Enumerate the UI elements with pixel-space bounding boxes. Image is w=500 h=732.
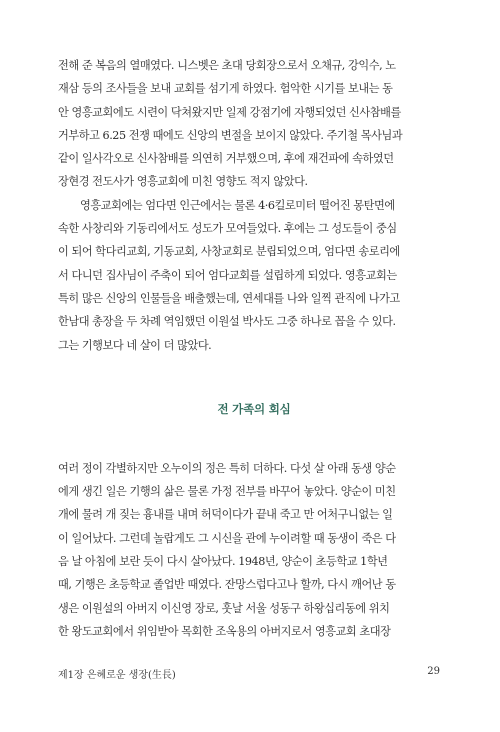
text-line: 이 일어났다. 그런데 놀랍게도 그 시신을 관에 누이려할 때 동생이 죽은 다 bbox=[58, 531, 396, 545]
page-number: 29 bbox=[427, 666, 440, 677]
text-line: 영흥교회에는 엄다면 인근에서는 물론 4·6킬로미터 떨어진 몽탄면에 bbox=[80, 198, 395, 212]
text-line: 속한 사창리와 기동리에서도 성도가 모여들었다. 후에는 그 성도들이 중심 bbox=[58, 222, 397, 236]
paragraph-3 bbox=[58, 457, 450, 643]
text-line: 그는 기행보다 네 살이 더 많았다. bbox=[58, 338, 212, 352]
text-line: 안 영흥교회에도 시련이 닥쳐왔지만 일제 강점기에 자행되었던 신사참배를 bbox=[58, 105, 401, 119]
text-line: 에게 생긴 일은 기행의 삶은 물론 가정 전부를 바꾸어 놓았다. 양순이 미친 bbox=[58, 485, 396, 499]
text-line: 같이 일사각오로 신사참배를 의연히 거부했으며, 후에 재건파에 속하였던 bbox=[58, 152, 394, 166]
text-line: 서 다니던 집사님이 주축이 되어 엄다교회를 설립하게 되었다. 영흥교회는 bbox=[58, 268, 397, 282]
paragraph-1 bbox=[58, 54, 450, 194]
text-line: 여러 정이 각별하지만 오누이의 정은 특히 더하다. 다섯 살 아래 동생 양순 bbox=[58, 461, 396, 475]
text-line: 거부하고 6.25 전쟁 때에도 신앙의 변절을 보이지 않았다. 주기철 목사님과 bbox=[58, 128, 403, 142]
text-line: 때, 기행은 초등학교 졸업반 때였다. 잔망스럽다고나 할까, 다시 깨어난 동 bbox=[58, 578, 396, 592]
text-line: 개에 물려 개 짖는 흉내를 내며 허덕이다가 끝내 죽고 만 어처구니없는 일 bbox=[58, 508, 393, 522]
chapter-title: 제1장 은혜로운 생장(生長) bbox=[58, 670, 176, 681]
text-line: 한남대 총장을 두 차례 역임했던 이원설 박사도 그중 하나로 꼽을 수 있다. bbox=[58, 315, 396, 329]
text-line: 장현경 전도사가 영흥교회에 미친 영향도 적지 않았다. bbox=[58, 175, 308, 189]
text-line: 특히 많은 신앙의 인물들을 배출했는데, 연세대를 나와 일찍 관직에 나가고 bbox=[58, 291, 400, 305]
section-title: 전 가족의 회심 bbox=[217, 401, 291, 416]
text-line: 이 되어 학다리교회, 기동교회, 사창교회로 분립되었으며, 엄다면 송로리에 bbox=[58, 245, 400, 259]
paragraph-2 bbox=[58, 194, 450, 357]
text-line: 한 왕도교회에서 위임받아 목회한 조옥용의 아버지로서 영흥교회 초대장 bbox=[58, 624, 391, 638]
text-line: 전해 준 복음의 열매였다. 니스벳은 초대 당회장으로서 오채규, 강익수, 노 bbox=[58, 59, 396, 72]
page-body bbox=[58, 54, 450, 643]
text-line: 생은 이원설의 아버지 이신영 장로, 훗날 서울 성동구 하왕십리동에 위치 bbox=[58, 601, 390, 615]
text-line: 음 날 아침에 보란 듯이 다시 살아났다. 1948년, 양순이 초등학교 1학년 bbox=[58, 555, 388, 569]
text-line: 재삼 등의 조사들을 보내 교회를 섬기게 하였다. 험악한 시기를 보내는 동 bbox=[58, 82, 393, 96]
